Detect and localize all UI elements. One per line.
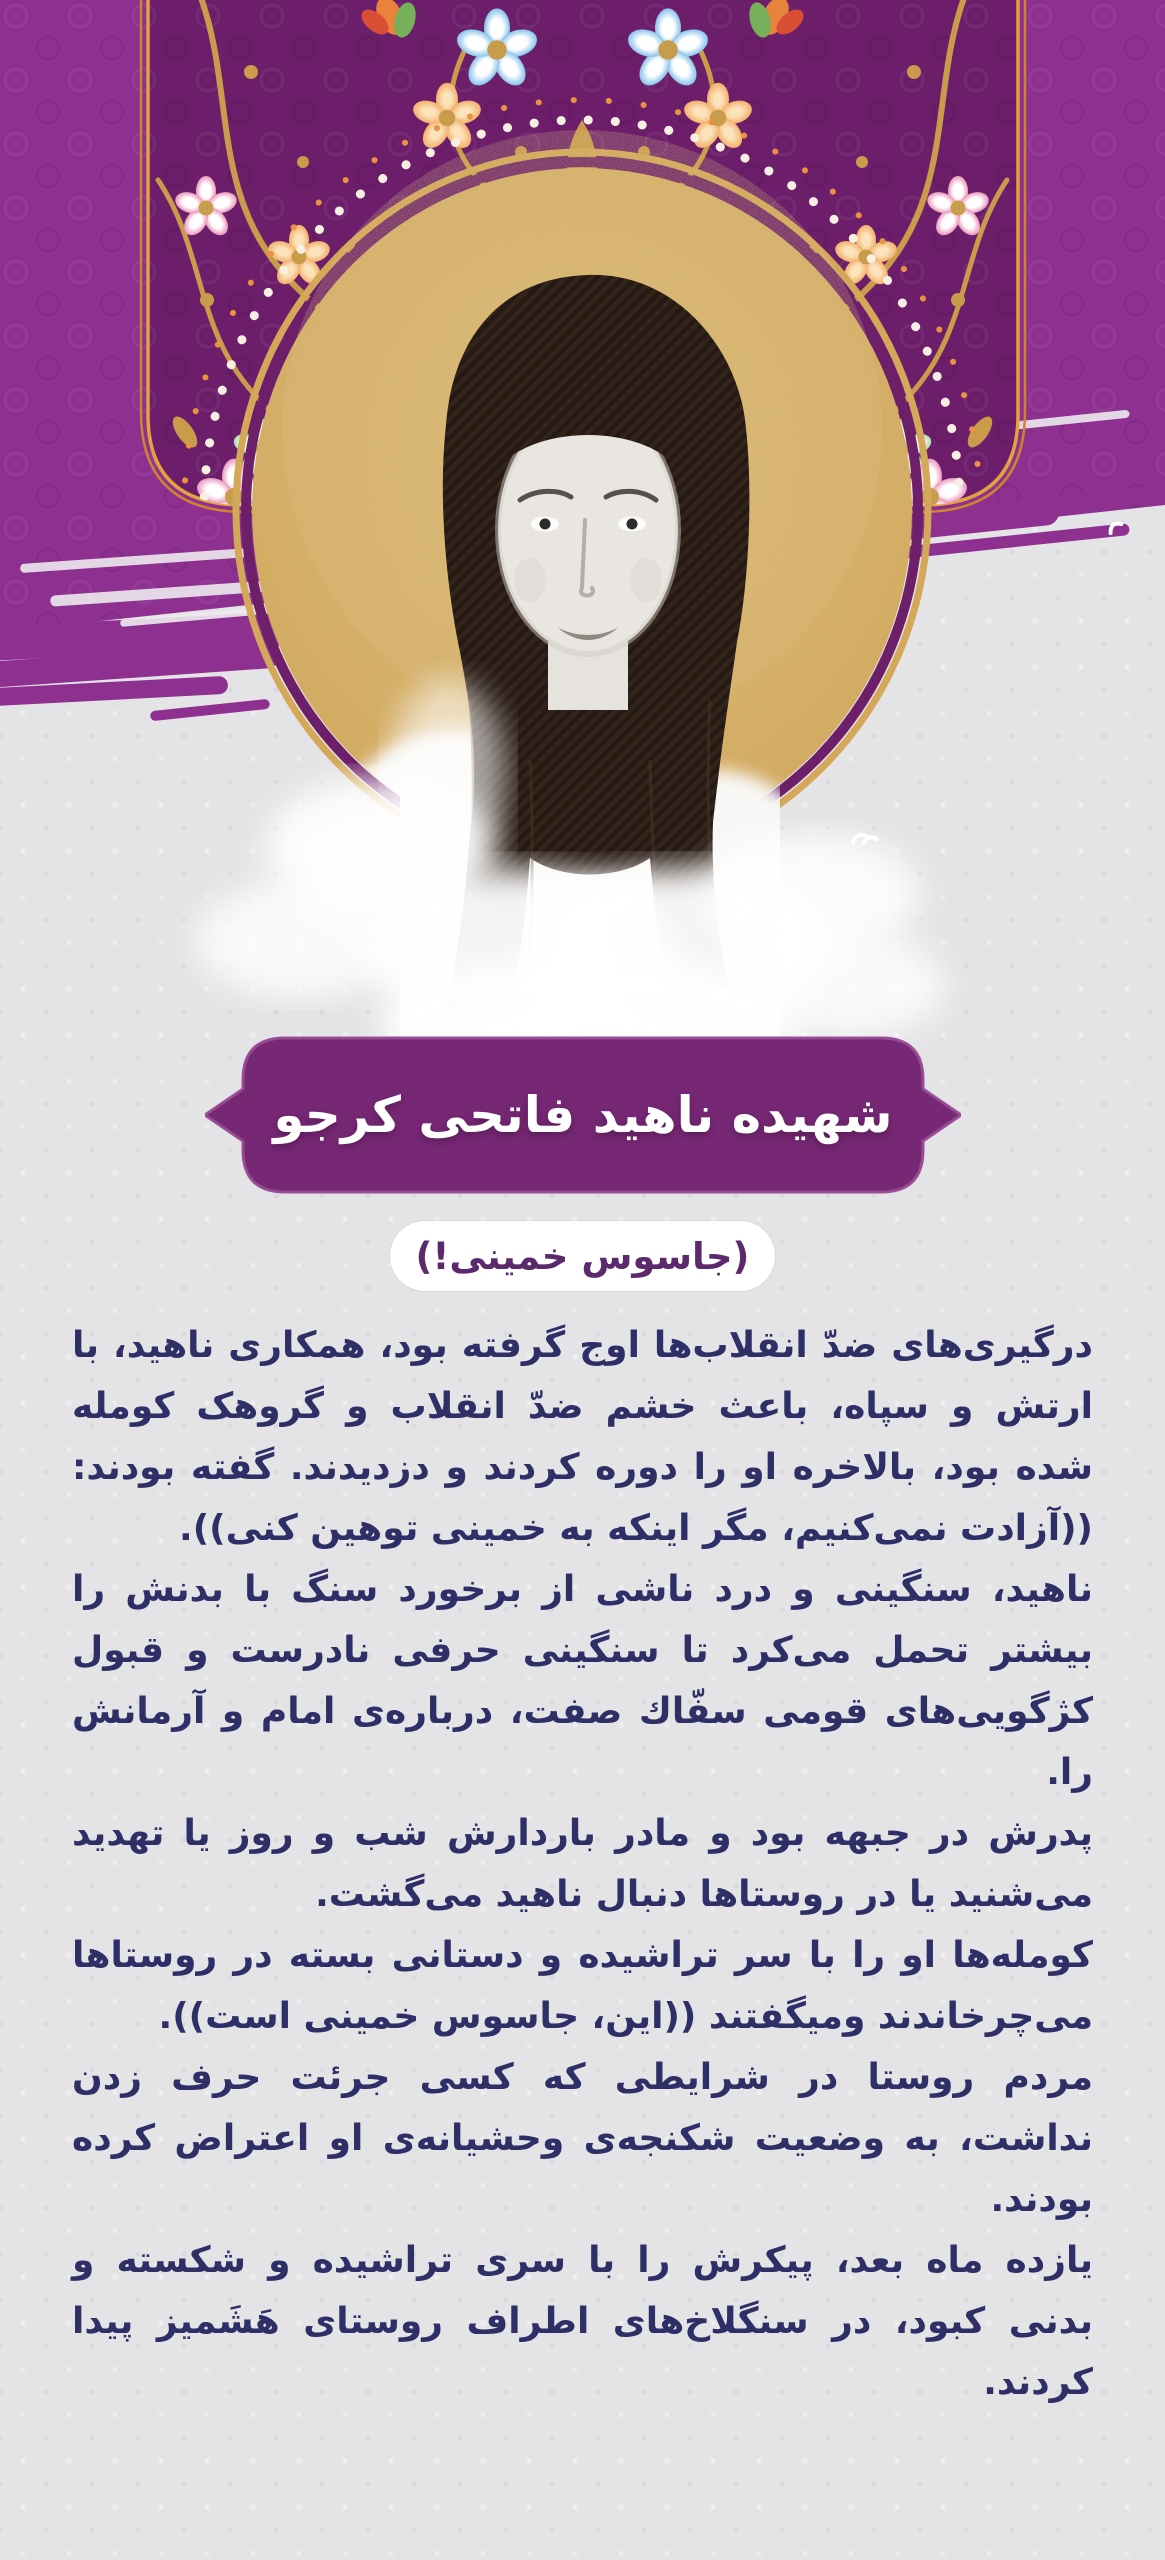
martyr-name: شهیده ناهید فاتحی کرجو [273,1086,893,1144]
biography-paragraph: کومله‌ها او را با سر تراشیده و دستانی بسته در روستاها می‌چرخاندند ومیگفتند ((این، جاسوس خمینی است)). [72,1935,1093,2037]
biography-paragraph: ناهید، سنگینی و درد ناشی از برخورد سنگ با بدنش را بیشتر تحمل می‌کرد تا سنگینی حرفی نادرست و قبول کژگویی‌های قومی سفّاك صفت، درباره‌ی امام و آرمانش را. [72,1569,1093,1793]
biography-paragraph: مردم روستا در شرایطی که کسی جرئت حرف زدن نداشت، به وضعیت شکنجه‌ی وحشیانه‌ی او اعتراض کرده بودند. [72,2057,1093,2220]
name-banner [205,1036,961,1194]
biography-paragraph: یازده ماه بعد، پیکرش را با سری تراشیده و شکسته و بدنی کبود، در سنگلاخ‌های اطراف روستای هَشَمیز پیدا کردند. [72,2240,1093,2403]
subtitle-text: (جاسوس خمینی!) [415,1234,750,1278]
biography-paragraph: پدرش در جبهه بود و مادر باردارش شب و روز یا تهدید می‌شنید یا در روستاها دنبال ناهید می‌گشت. [72,1813,1093,1915]
biography-text [72,1315,1093,2413]
ornamental-header [0,0,1165,1120]
subtitle-pill [390,1221,776,1291]
biography-paragraph: درگیری‌های ضدّ انقلاب‌ها اوج گرفته بود، همکاری ناهید، با ارتش و سپاه، باعث خشم ضدّ انقلاب و گروهک کومله شده بود، بالاخره او را دوره کردند و دزدیدند. گفته بودند: ((آزادت نمی‌کنیم، مگر اینکه به خمینی توهین کنی)). [72,1325,1093,1549]
